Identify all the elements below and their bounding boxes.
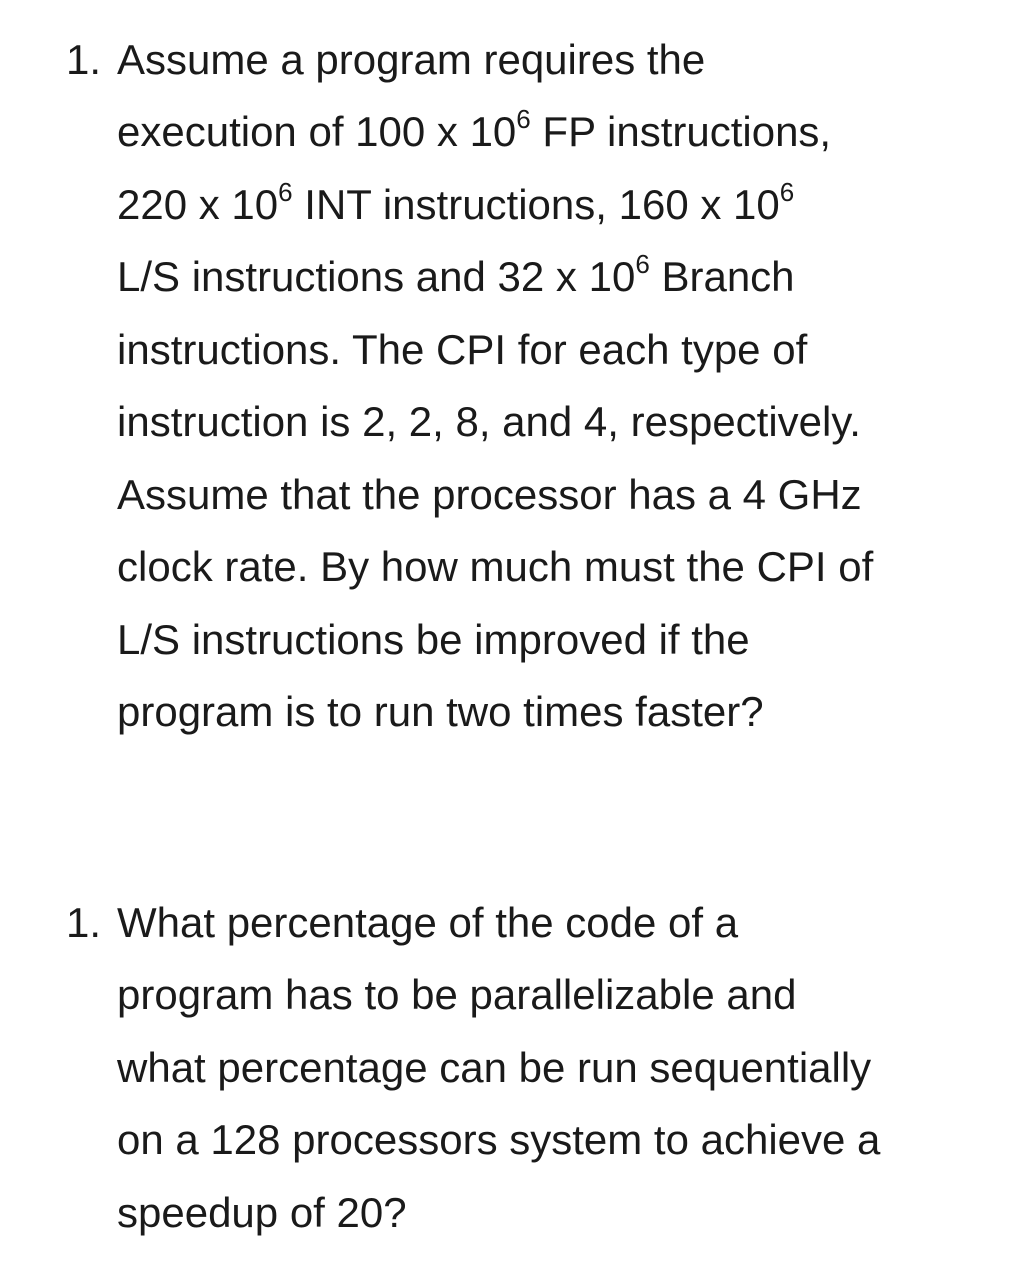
question-line: 220 x $10^6$ INT instructions, 160 x $10^6$ (117, 177, 795, 228)
question-line: on a 128 processors system to achieve a (117, 1116, 881, 1163)
question-number: 1. (66, 36, 102, 83)
question-number: 1. (66, 899, 102, 946)
exponent: 6 (278, 177, 293, 207)
exponent: 6 (635, 249, 650, 279)
question-line: instruction is 2, 2, 8, and 4, respectively. (117, 398, 861, 445)
question-line: speedup of 20? (117, 1189, 407, 1236)
exponent: 6 (779, 177, 795, 207)
question-line: Assume that the processor has a 4 GHz (117, 471, 862, 518)
exponent: 6 (516, 104, 531, 134)
question-line: what percentage can be run sequentially (117, 1044, 872, 1091)
question-line: instructions. The CPI for each type of (117, 326, 808, 373)
question-line: program is to run two times faster? (117, 688, 764, 735)
question-line: clock rate. By how much must the CPI of (117, 543, 874, 590)
question-line: L/S instructions be improved if the (117, 616, 750, 663)
question-line: L/S instructions and 32 x $10^6$ Branch (117, 249, 795, 300)
question-line: Assume a program requires the (117, 36, 706, 83)
question-line: What percentage of the code of a (117, 899, 739, 946)
question-line: execution of 100 x $10^6$ FP instructions, (117, 104, 832, 155)
question-line: program has to be parallelizable and (117, 971, 797, 1018)
